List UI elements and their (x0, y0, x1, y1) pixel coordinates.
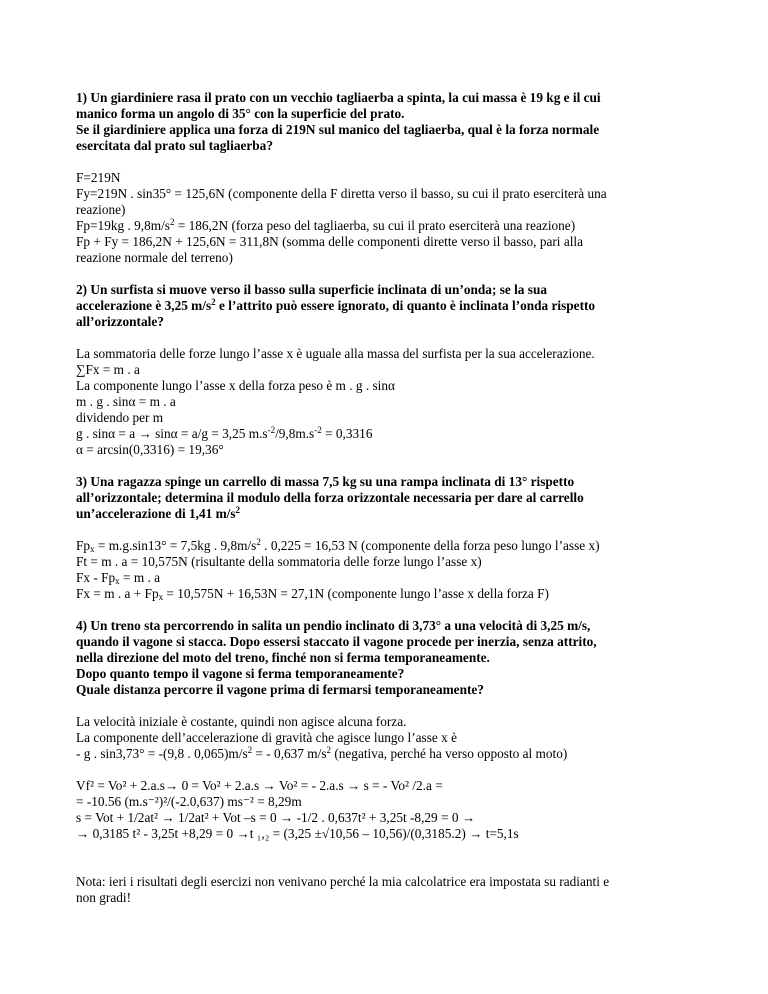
ex3-formula-line: $Fp_x = m.g.\sin 13^\circ = 7,5kg$ . $9,8m/s^2$ . 0,225 = 16,53 N (componente della forza peso lungo l’asse x) (76, 537, 600, 554)
ex3-formula-line: $Fx - Fp_x = m$ . a (76, 570, 161, 586)
ex2-formula-line: α = arcsin(0,3316) = 19,36° (76, 442, 224, 457)
ex2-question-line: all’orizzontale? (76, 314, 164, 329)
ex3-formula-line: Fx = m . $a + Fp_x = 10,575N + 16,53N = 27,1N$ (componente lungo l’asse x della forza F) (76, 586, 549, 602)
ex1-force: F=219N (76, 170, 121, 185)
ex2-formula-line: m . g . sinα = m . a (76, 394, 176, 409)
ex4-question-line: Quale distanza percorre il vagone prima di fermarsi temporaneamente? (76, 682, 484, 697)
ex4-text-line: La componente dell’accelerazione di gravità che agisce lungo l’asse x è (76, 730, 457, 745)
ex4-question-line: quando il vagone si stacca. Dopo essersi staccato il vagone procede per inerzia, senza attrito, (76, 634, 597, 649)
ex1-question-line: manico forma un angolo di 35° con la superficie del prato. (76, 106, 405, 121)
ex2-text-line: La sommatoria delle forze lungo l’asse x è uguale alla massa del surfista per la sua accelerazione. (76, 346, 595, 361)
note-line: non gradi! (76, 890, 132, 905)
ex4-equation-line: Vf² = Vo² + 2.a.s→ 0 = Vo² + 2.a.s → Vo² = - 2.a.s → s = - Vo² /2.a = (76, 778, 443, 793)
ex1-sum-line: reazione normale del terreno) (76, 250, 233, 265)
note-line: Nota: ieri i risultati degli esercizi non venivano perché la mia calcolatrice era impostata su radianti e (76, 874, 610, 889)
ex4-question-line: Dopo quanto tempo il vagone si ferma temporaneamente? (76, 666, 405, 681)
ex2-question-line: accelerazione è 3,25 $m/s^2$ e l’attrito può essere ignorato, di quanto è inclinata l’onda rispetto (76, 297, 596, 313)
ex4-equation-line: → 0,3185 t² - 3,25t +8,29 = 0 →t ₁,₂ = (3,25 ±√10,56 – 10,56)/(0,3185.2) → t=5,1s (76, 826, 519, 841)
ex4-formula-line: - g . sin3,73° = -(9,8 . $0,065)m/s^2$ = - 0,637 $m/s^2$ (negativa, perché ha verso opposto al moto) (76, 745, 568, 761)
ex3-question-line: all’orizzontale; determina il modulo della forza orizzontale necessaria per dare al carrello (76, 490, 584, 505)
ex1-fp-line: Fp=19kg . $9,8m/s^2 = 186,2N$ (forza peso del tagliaerba, su cui il prato eserciterà una reazione) (76, 217, 576, 233)
ex1-question-line: esercitata dal prato sul tagliaerba? (76, 138, 273, 153)
ex3-question-line: 3) Una ragazza spinge un carrello di massa 7,5 kg su una rampa inclinata di 13° rispetto (76, 474, 575, 489)
ex3-question-line: un’accelerazione di 1,41 $m/s^2$ (76, 505, 241, 521)
ex3-formula-line: Ft = m . a = 10,575N (risultante della sommatoria delle forze lungo l’asse x) (76, 554, 482, 569)
ex1-question-line: Se il giardiniere applica una forza di 219N sul manico del tagliaerba, qual è la forza normale (76, 122, 600, 137)
document-page (76, 90, 706, 906)
ex2-text-line: La componente lungo l’asse x della forza peso è m . g . sinα (76, 378, 395, 393)
ex4-equation-line: s = Vot + 1/2at² → 1/2at² + Vot –s = 0 → -1/2 . 0,637t² + 3,25t -8,29 = 0 → (76, 810, 476, 825)
ex4-equation-line: = -10.56 (m.s⁻²)²/(-2.0,637) ms⁻² = 8,29m (76, 794, 302, 809)
ex1-fy-line: Fy=219N . sin35° = 125,6N (componente della F diretta verso il basso, su cui il prato eserciterà una (76, 186, 607, 201)
ex1-fy-line: reazione) (76, 202, 126, 217)
ex2-formula-line: g . sinα = a → sinα = a/g = 3,25 $m.s^{-2}/9,8m.s^{-2} = 0,3316$ (76, 425, 373, 441)
ex4-text-line: La velocità iniziale è costante, quindi non agisce alcuna forza. (76, 714, 407, 729)
ex2-text-line: dividendo per m (76, 410, 164, 425)
ex4-question-line: 4) Un treno sta percorrendo in salita un pendio inclinato di 3,73° a una velocità di 3,25 m/s, (76, 618, 591, 633)
ex1-question-line: 1) Un giardiniere rasa il prato con un vecchio tagliaerba a spinta, la cui massa è 19 kg e il cui (76, 90, 601, 105)
ex4-question-line: nella direzione del moto del treno, finché non si ferma temporaneamente. (76, 650, 490, 665)
ex2-question-line: 2) Un surfista si muove verso il basso sulla superficie inclinata di un’onda; se la sua (76, 282, 547, 297)
arrow-icon: → (138, 426, 152, 441)
ex1-sum-line: Fp + Fy = 186,2N + 125,6N = 311,8N (somma delle componenti dirette verso il basso, pari alla (76, 234, 584, 249)
ex2-formula-line: ∑Fx = m . a (76, 362, 140, 377)
